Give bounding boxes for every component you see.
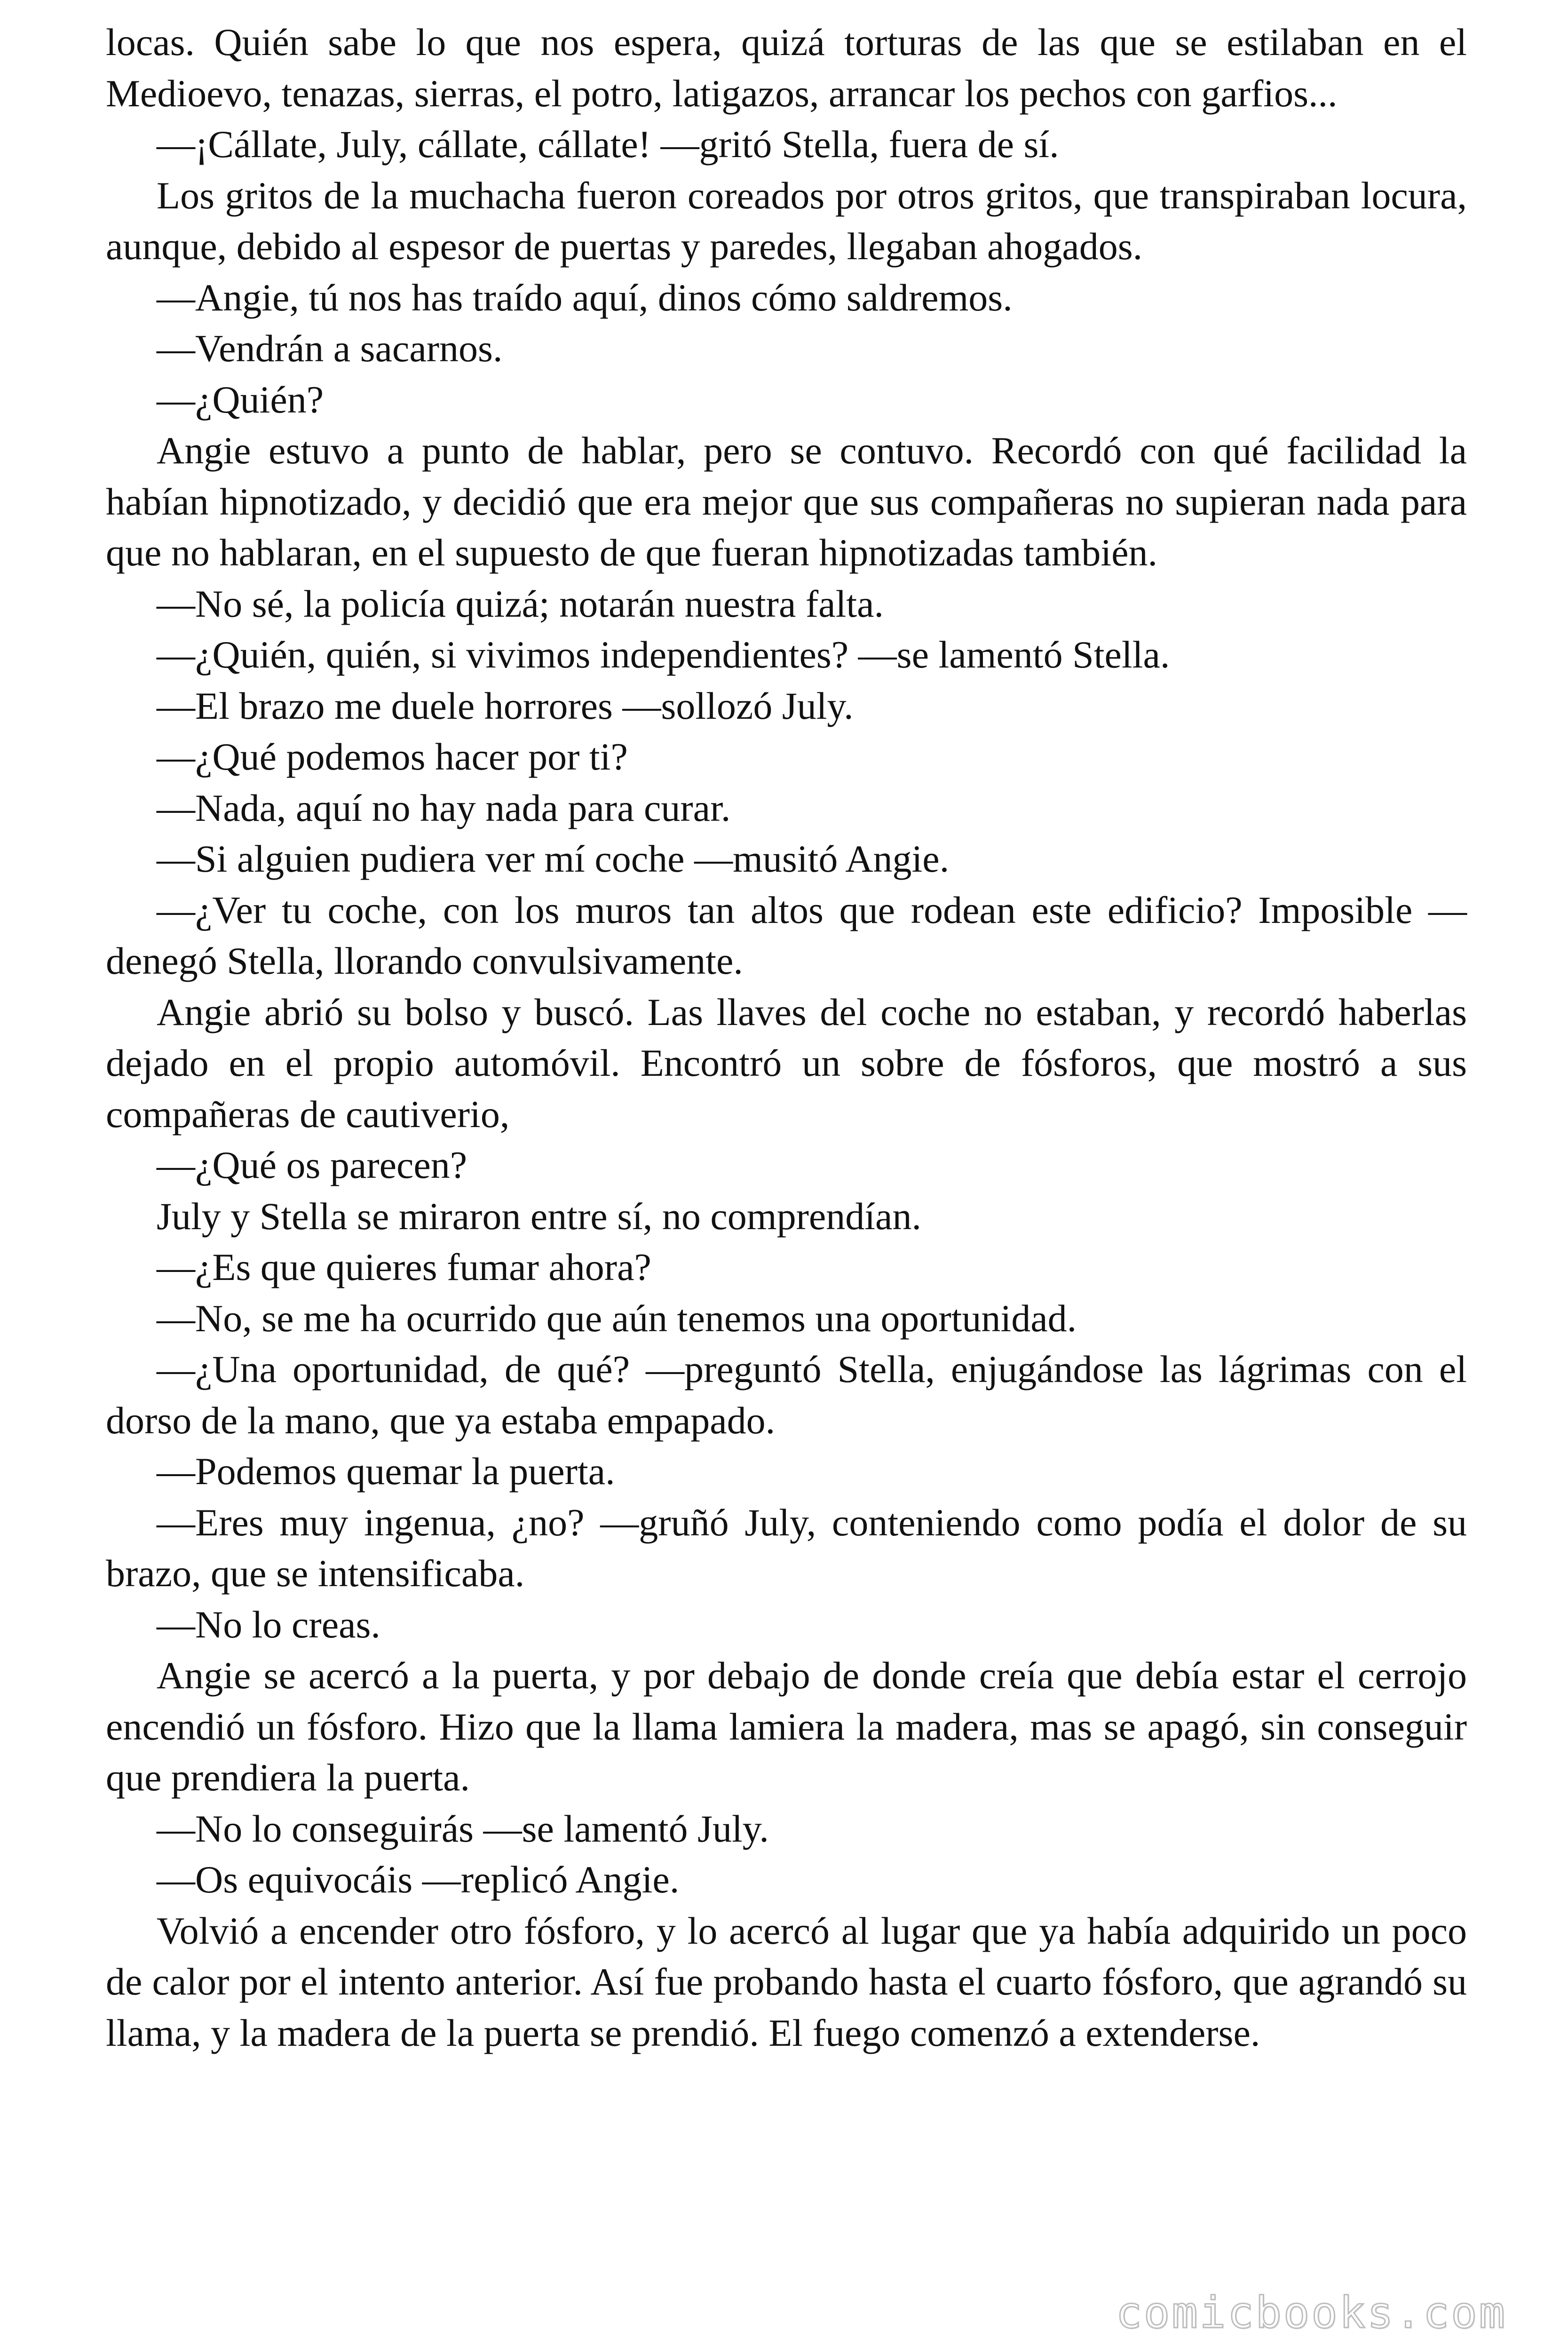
paragraph: locas. Quién sabe lo que nos espera, quizá torturas de las que se estilaban en el Medioevo, tenazas, sierras, el potro, latigazos, arrancar los pechos con garfios... bbox=[106, 21, 1467, 115]
paragraph: —¿Una oportunidad, de qué? —preguntó Stella, enjugándose las lágrimas con el dorso de la mano, que ya estaba empapado. bbox=[106, 1348, 1467, 1442]
paragraph: —Nada, aquí no hay nada para curar. bbox=[157, 786, 731, 829]
paragraph: —No sé, la policía quizá; notarán nuestra falta. bbox=[157, 582, 884, 625]
paragraph: —Podemos quemar la puerta. bbox=[157, 1450, 615, 1493]
paragraph: —¿Quién? bbox=[157, 378, 324, 421]
paragraph: —El brazo me duele horrores —sollozó July. bbox=[157, 684, 854, 727]
watermark: comicbooks.com bbox=[1116, 2288, 1507, 2338]
paragraph: —¿Qué podemos hacer por ti? bbox=[157, 735, 628, 778]
paragraph: Los gritos de la muchacha fueron coreados por otros gritos, que transpiraban locura, aunque, debido al espesor de puertas y paredes, llegaban ahogados. bbox=[106, 174, 1467, 268]
paragraph: Volvió a encender otro fósforo, y lo acercó al lugar que ya había adquirido un poco de calor por el intento anterior. Así fue probando hasta el cuarto fósforo, que agrandó su llama, y la madera de la puerta se prendió. El fuego comenzó a extenderse. bbox=[106, 1909, 1467, 2054]
paragraph: Angie abrió su bolso y buscó. Las llaves del coche no estaban, y recordó haberlas dejado en el propio automóvil. Encontró un sobre de fósforos, que mostró a sus compañeras de cautiverio, bbox=[106, 990, 1467, 1136]
paragraph: Angie se acercó a la puerta, y por debajo de donde creía que debía estar el cerrojo encendió un fósforo. Hizo que la llama lamiera la madera, mas se apagó, sin conseguir que prendiera la puerta. bbox=[106, 1654, 1467, 1799]
book-page-text bbox=[106, 17, 1467, 2058]
paragraph: —No lo conseguirás —se lamentó July. bbox=[157, 1807, 769, 1850]
paragraph: —Angie, tú nos has traído aquí, dinos cómo saldremos. bbox=[157, 276, 1013, 319]
paragraph: —Os equivocáis —replicó Angie. bbox=[157, 1858, 680, 1901]
paragraph: —No, se me ha ocurrido que aún tenemos una oportunidad. bbox=[157, 1296, 1077, 1340]
paragraph: July y Stella se miraron entre sí, no comprendían. bbox=[157, 1194, 921, 1238]
paragraph: —¿Es que quieres fumar ahora? bbox=[157, 1246, 651, 1288]
paragraph: —No lo creas. bbox=[157, 1603, 380, 1646]
paragraph: —Vendrán a sacarnos. bbox=[157, 327, 503, 370]
paragraph: —¿Ver tu coche, con los muros tan altos que rodean este edificio? Imposible —denegó Stella, llorando convulsivamente. bbox=[106, 888, 1467, 982]
paragraph: —Eres muy ingenua, ¿no? —gruñó July, conteniendo como podía el dolor de su brazo, que se intensificaba. bbox=[106, 1501, 1467, 1595]
paragraph: —¡Cállate, July, cállate, cállate! —gritó Stella, fuera de sí. bbox=[157, 123, 1059, 166]
paragraph: Angie estuvo a punto de hablar, pero se contuvo. Recordó con qué facilidad la habían hipnotizado, y decidió que era mejor que sus compañeras no supieran nada para que no hablaran, en el supuesto de que fueran hipnotizadas también. bbox=[106, 429, 1467, 574]
paragraph: —¿Qué os parecen? bbox=[157, 1144, 467, 1186]
paragraph: —¿Quién, quién, si vivimos independientes? —se lamentó Stella. bbox=[157, 633, 1170, 676]
paragraph: —Si alguien pudiera ver mí coche —musitó Angie. bbox=[157, 837, 950, 880]
